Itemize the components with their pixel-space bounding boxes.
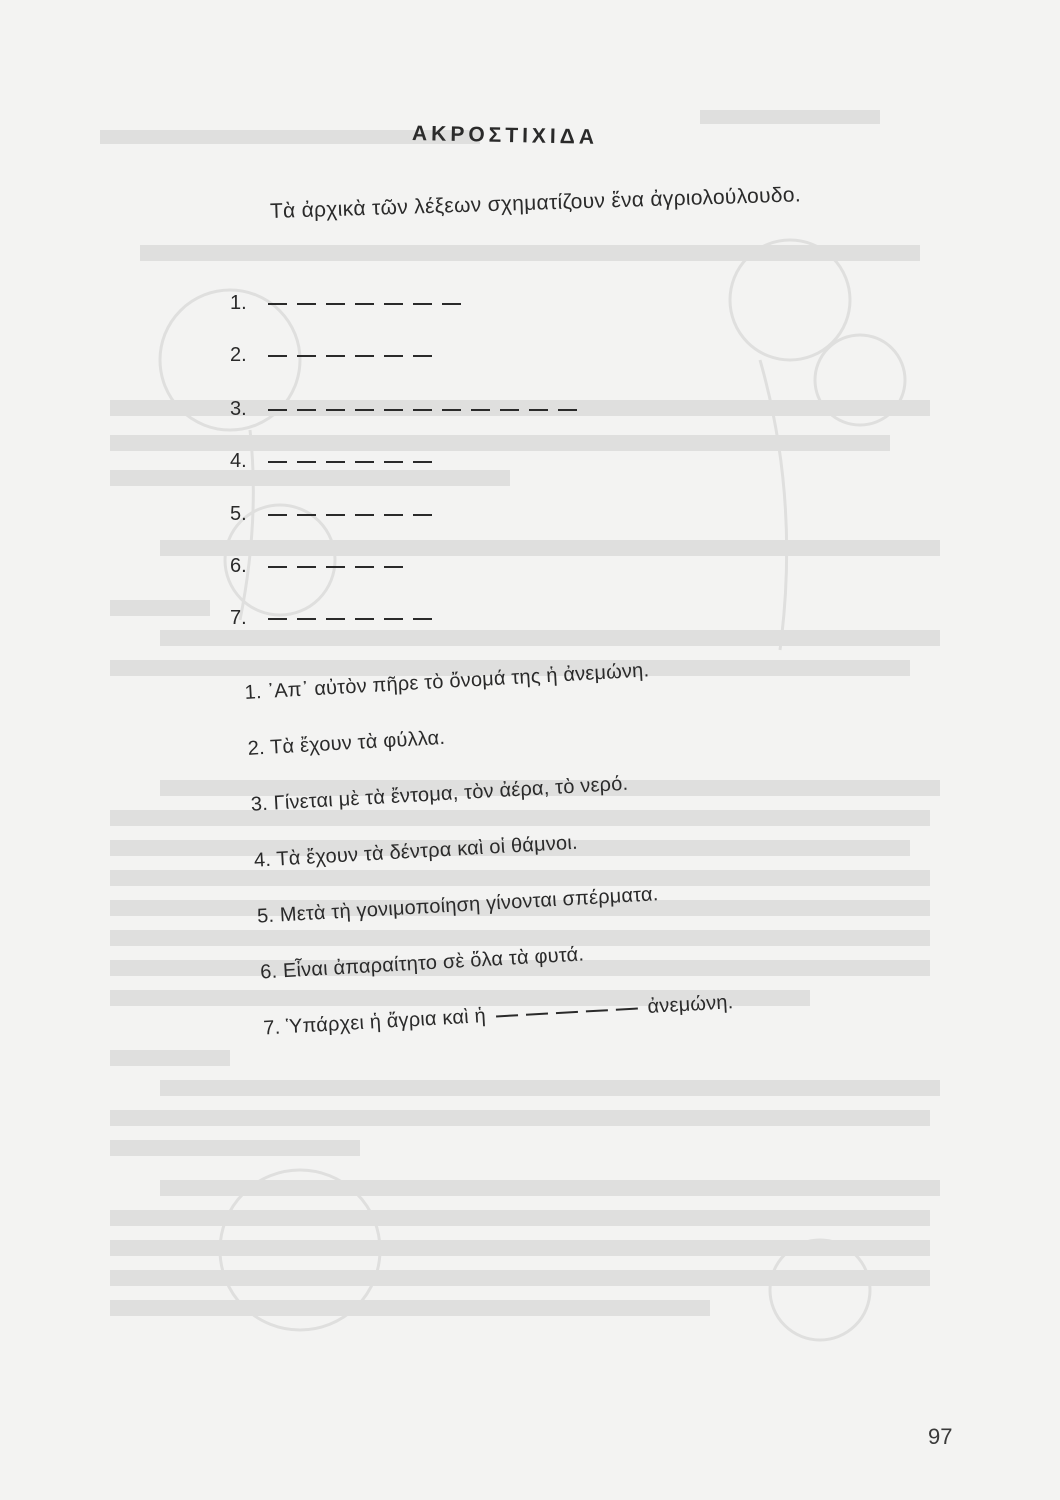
letter-blank [355, 409, 374, 411]
letter-blank [586, 1009, 608, 1012]
letter-blank [268, 461, 287, 463]
clue-1 [244, 659, 650, 705]
letter-blank [529, 409, 548, 411]
letter-blanks [268, 618, 432, 620]
letter-blanks [268, 461, 432, 463]
clue-text: 3. Γίνεται μὲ τὰ ἔντομα, τὸν ἀέρα, τὸ νερό. [250, 772, 629, 816]
letter-blank [268, 618, 287, 620]
instruction-text: Τὰ ἀρχικὰ τῶν λέξεων σχηματίζουν ἕνα ἀγριολούλουδο. [269, 183, 802, 223]
clue-text: 4. Τὰ ἔχουν τὰ δέντρα καὶ οἱ θάμνοι. [253, 831, 579, 872]
letter-blank [355, 303, 374, 305]
letter-blank [384, 461, 403, 463]
clue-list [244, 646, 883, 1040]
acrostic-row-1 [230, 292, 461, 315]
letter-blank [326, 355, 345, 357]
letter-blank [413, 461, 432, 463]
letter-blank [355, 566, 374, 568]
letter-blank [500, 409, 519, 411]
letter-blanks [268, 514, 432, 516]
acrostic-row-2 [230, 344, 432, 367]
clue-2 [247, 727, 446, 761]
letter-blank [297, 461, 316, 463]
letter-blanks [268, 566, 403, 568]
letter-blank [268, 566, 287, 568]
letter-blank [413, 303, 432, 305]
acrostic-row-5 [230, 503, 432, 526]
letter-blank [268, 514, 287, 516]
letter-blank [355, 618, 374, 620]
letter-blank [413, 514, 432, 516]
acrostic-row-6 [230, 555, 403, 578]
acrostic-row-number: 4. [230, 450, 247, 472]
letter-blank [556, 1011, 578, 1014]
letter-blank [297, 514, 316, 516]
letter-blank [384, 514, 403, 516]
letter-blank [384, 409, 403, 411]
letter-blank [616, 1007, 638, 1010]
letter-blank [268, 303, 287, 305]
letter-blank [297, 566, 316, 568]
letter-blank [413, 618, 432, 620]
clue-text: 7. Ὑπάρχει ἡ ἄγρια καὶ ἡ [262, 1005, 487, 1040]
page-title: ΑΚΡΟΣΤΙΧΙΔΑ [411, 122, 599, 149]
letter-blanks [268, 409, 577, 411]
acrostic-row-4 [230, 450, 432, 473]
letter-blank [442, 409, 461, 411]
letter-blank [384, 566, 403, 568]
acrostic-row-number: 6. [230, 555, 247, 577]
clue-7 [263, 991, 734, 1040]
clue-4 [253, 832, 578, 873]
letter-blanks [268, 303, 461, 305]
letter-blank [384, 355, 403, 357]
letter-blank [496, 1014, 518, 1017]
letter-blank [297, 618, 316, 620]
letter-blank [442, 303, 461, 305]
letter-blank [268, 355, 287, 357]
clue-text: 2. Τὰ ἔχουν τὰ φύλλα. [247, 726, 446, 760]
letter-blank [526, 1012, 548, 1015]
letter-blanks [268, 355, 432, 357]
letter-blank [297, 409, 316, 411]
letter-blank [326, 566, 345, 568]
page-number: 97 [928, 1424, 953, 1449]
clue-suffix: ἀνεμώνη. [646, 991, 734, 1018]
letter-blank [413, 409, 432, 411]
acrostic-row-3 [230, 398, 577, 421]
clue-5 [257, 883, 660, 928]
answer-blank [496, 1007, 638, 1017]
letter-blank [326, 409, 345, 411]
letter-blank [471, 409, 490, 411]
letter-blank [558, 409, 577, 411]
clue-text: 5. Μετὰ τὴ γονιμοποίηση γίνονται σπέρματα. [256, 883, 660, 928]
letter-blank [326, 303, 345, 305]
letter-blank [355, 514, 374, 516]
clue-6 [260, 943, 585, 984]
acrostic-row-7 [230, 607, 432, 630]
letter-blank [413, 355, 432, 357]
letter-blank [384, 303, 403, 305]
acrostic-row-number: 5. [230, 503, 247, 525]
acrostic-row-number: 1. [230, 292, 247, 314]
letter-blank [268, 409, 287, 411]
letter-blank [384, 618, 403, 620]
letter-blank [326, 461, 345, 463]
clue-text: 1. ᾿Απ᾿ αὐτὸν πῆρε τὸ ὄνομά της ἡ ἀνεμώνη. [244, 659, 650, 704]
acrostic-row-number: 3. [230, 398, 247, 420]
letter-blank [326, 514, 345, 516]
clue-text: 6. Εἶναι ἀπαραίτητο σὲ ὅλα τὰ φυτά. [259, 943, 585, 984]
letter-blank [355, 355, 374, 357]
clue-3 [250, 773, 629, 817]
acrostic-row-number: 7. [230, 607, 247, 629]
letter-blank [326, 618, 345, 620]
letter-blank [297, 303, 316, 305]
letter-blank [297, 355, 316, 357]
letter-blank [355, 461, 374, 463]
acrostic-row-number: 2. [230, 344, 247, 366]
